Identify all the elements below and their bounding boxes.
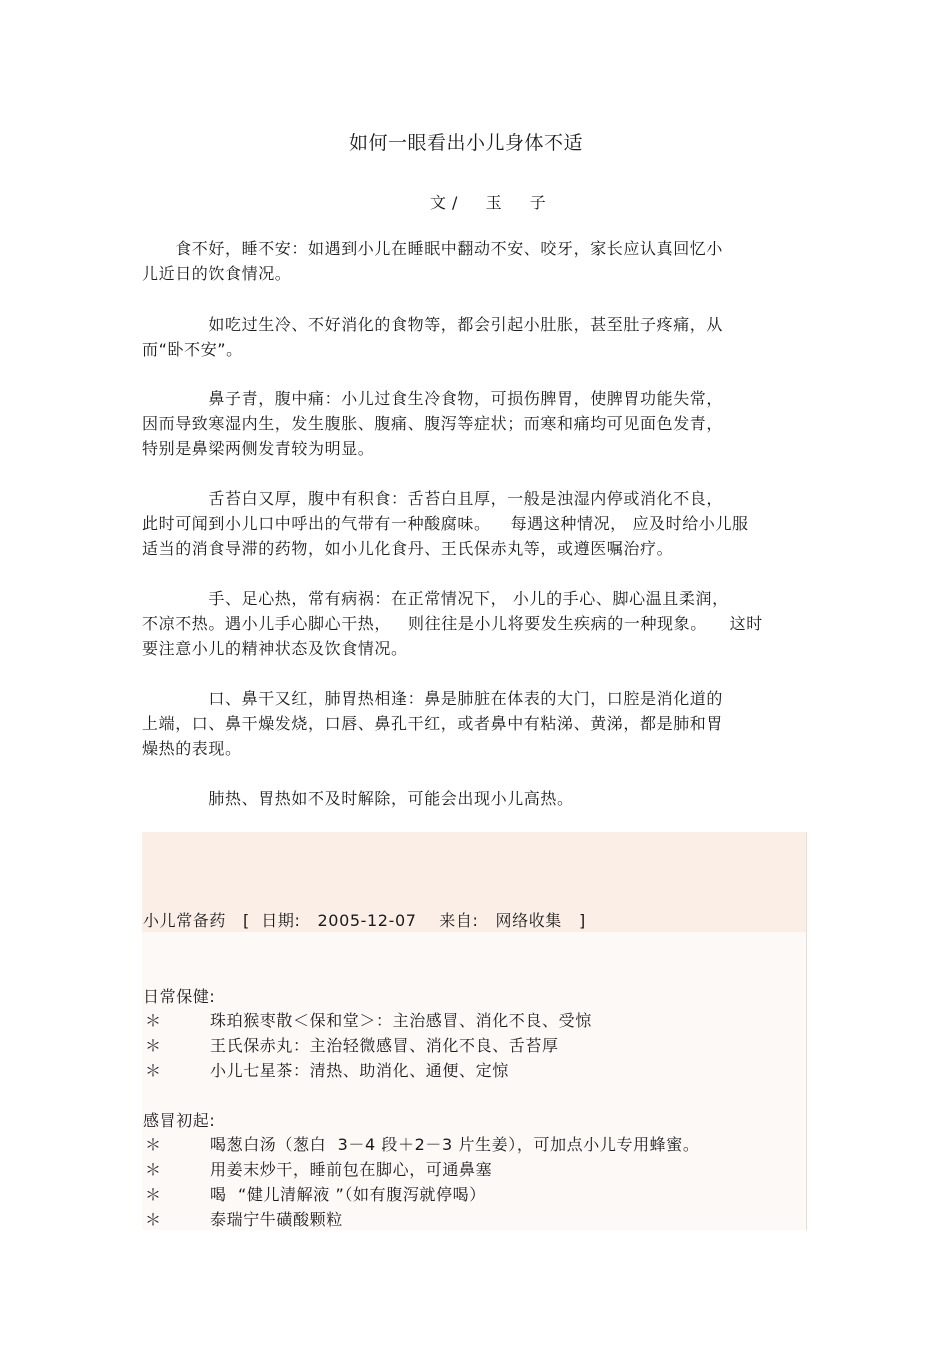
section-cold-onset-title: 感冒初起:	[143, 1111, 216, 1130]
document-title: 如何一眼看出小儿身体不适	[348, 132, 583, 154]
list-item: 珠珀猴枣散＜保和堂＞：主治感冒、消化不良、受惊	[210, 1011, 592, 1030]
paragraph-6-line-3: 燥热的表现。	[142, 739, 242, 758]
bullet-symbol: ＊	[145, 1036, 162, 1055]
author-byline: 文/ 玉 子	[430, 193, 552, 212]
paragraph-4-line-3: 适当的消食导滞的药物，如小儿化食丹、王氏保赤丸等，或遵医嘱治疗。	[142, 539, 674, 558]
paragraph-6-line-1: 口、鼻干又红，肺胃热相逢：鼻是肺脏在体表的大门，口腔是消化道的	[142, 689, 724, 708]
list-item: 用姜末炒干，睡前包在脚心，可通鼻塞	[210, 1160, 493, 1179]
paragraph-6-line-2: 上端，口、鼻干燥发烧，口唇、鼻孔干红，或者鼻中有粘涕、黄涕，都是肺和胃	[142, 714, 724, 733]
paragraph-4-line-2: 此时可闻到小儿口中呼出的气带有一种酸腐味。 每遇这种情况， 应及时给小儿服	[142, 514, 749, 533]
list-item: 小儿七星茶：清热、助消化、通便、定惊	[210, 1061, 509, 1080]
panel-header-line: 小儿常备药 [ 日期: 2005-12-07 来自: 网络收集 ]	[143, 911, 586, 930]
list-item: 喝葱白汤（葱白 3－4 段＋2－3 片生姜），可加点小儿专用蜂蜜。	[210, 1135, 700, 1154]
bullet-symbol: ＊	[145, 1160, 162, 1179]
paragraph-1-line-2: 儿近日的饮食情况。	[142, 264, 292, 283]
bullet-symbol: ＊	[145, 1011, 162, 1030]
list-item: 王氏保赤丸：主治轻微感冒、消化不良、舌苔厚	[210, 1036, 559, 1055]
paragraph-7-line-1: 肺热、胃热如不及时解除，可能会出现小儿高热。	[142, 789, 574, 808]
paragraph-2-line-2: 而“卧不安”。	[142, 340, 243, 359]
paragraph-2-line-1: 如吃过生冷、不好消化的食物等，都会引起小肚胀，甚至肚子疼痛，从	[142, 315, 724, 334]
paragraph-4-line-1: 舌苔白又厚，腹中有积食：舌苔白且厚，一般是浊湿内停或消化不良，	[142, 489, 724, 508]
bullet-symbol: ＊	[145, 1210, 162, 1229]
paragraph-5-line-2: 不凉不热。遇小儿手心脚心干热， 则往往是小儿将要发生疾病的一种现象。 这时	[142, 614, 763, 633]
paragraph-5-line-1: 手、足心热，常有病祸：在正常情况下， 小儿的手心、脚心温且柔润，	[142, 589, 729, 608]
bullet-symbol: ＊	[145, 1135, 162, 1154]
bullet-symbol: ＊	[145, 1185, 162, 1204]
paragraph-1-line-1: 食不好，睡不安：如遇到小儿在睡眠中翻动不安、咬牙，家长应认真回忆小	[142, 239, 724, 258]
bullet-symbol: ＊	[145, 1061, 162, 1080]
section-daily-care-title: 日常保健:	[143, 987, 216, 1006]
paragraph-3-line-2: 因而导致寒湿内生，发生腹胀、腹痛、腹泻等症状；而寒和痛均可见面色发青，	[142, 414, 724, 433]
paragraph-5-line-3: 要注意小儿的精神状态及饮食情况。	[142, 639, 408, 658]
list-item: 泰瑞宁牛磺酸颗粒	[210, 1210, 343, 1229]
paragraph-3-line-1: 鼻子青，腹中痛：小儿过食生冷食物，可损伤脾胃，使脾胃功能失常，	[142, 389, 724, 408]
list-item: 喝 “健儿清解液 ”（如有腹泻就停喝）	[210, 1185, 486, 1204]
paragraph-3-line-3: 特别是鼻梁两侧发青较为明显。	[142, 439, 375, 458]
